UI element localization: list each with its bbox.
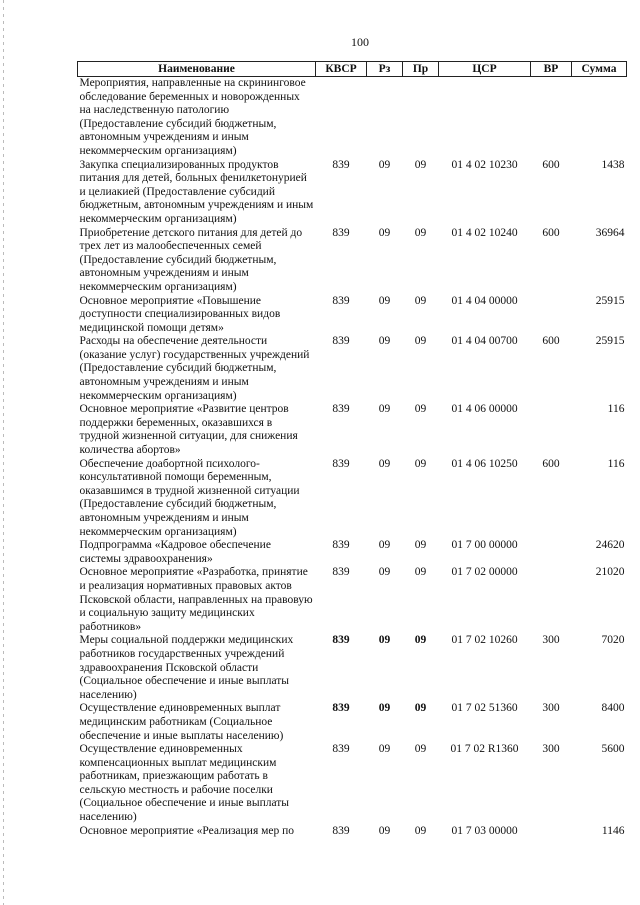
row-rz: 09	[378, 335, 391, 348]
table-row	[78, 227, 627, 295]
row-rz: 09	[378, 226, 391, 239]
row-vr: 300	[542, 702, 560, 715]
row-csr	[439, 77, 531, 159]
row-pr: 09	[414, 702, 427, 715]
row-vr: 600	[542, 158, 560, 171]
row-rz: 09	[378, 743, 391, 756]
budget-table	[77, 61, 627, 838]
row-kvsr: 839	[332, 158, 350, 171]
row-pr: 09	[414, 294, 427, 307]
row-vr	[531, 77, 572, 159]
row-csr: 01 4 04 00700	[451, 335, 518, 348]
row-kvsr: 839	[332, 824, 350, 837]
table-row	[78, 539, 627, 566]
row-rz: 09	[378, 824, 391, 837]
row-kvsr: 839	[332, 335, 350, 348]
header-sum: Сумма	[572, 62, 627, 77]
row-rz: 09	[378, 403, 391, 416]
row-sum: 1438	[601, 158, 625, 171]
row-rz: 09	[378, 294, 391, 307]
row-rz	[367, 77, 403, 159]
row-rz: 09	[378, 634, 391, 647]
row-vr	[531, 539, 572, 566]
row-name: Обеспечение доабортной психолого-консультативной помощи беременным, оказавшимся в трудной жизненной ситуации (Предоставление субсидий бюджетным, автономным учреждениям и иным некоммерческим организациям)	[79, 457, 300, 538]
row-vr: 600	[542, 335, 560, 348]
row-vr	[531, 566, 572, 634]
row-name: Основное мероприятие «Разработка, принятие и реализация нормативных правовых актов Псковской области, направленных на правовую и социальную защиту медицинских работников»	[79, 566, 313, 633]
row-kvsr: 839	[332, 457, 350, 470]
row-pr: 09	[414, 539, 427, 552]
row-pr: 09	[414, 566, 427, 579]
row-name: Подпрограмма «Кадровое обеспечение системы здравоохранения»	[79, 539, 271, 565]
row-vr: 600	[542, 457, 560, 470]
row-sum: 21020	[595, 566, 625, 579]
header-name: Наименование	[78, 62, 316, 77]
row-csr: 01 7 02 10260	[451, 634, 518, 647]
table-row	[78, 634, 627, 702]
row-pr: 09	[414, 634, 427, 647]
row-csr: 01 7 03 00000	[451, 824, 518, 837]
row-csr: 01 7 00 00000	[451, 539, 518, 552]
row-kvsr	[316, 77, 367, 159]
row-name: Приобретение детского питания для детей до трех лет из малообеспеченных семей (Предоставление субсидий бюджетным, автономным учреждениям и иным некоммерческим организациям)	[79, 226, 303, 293]
row-vr: 600	[542, 226, 560, 239]
row-sum: 25915	[595, 294, 625, 307]
row-name: Мероприятия, направленные на скрининговое обследование беременных и новорожденных на наследственную патологию (Предоставление субсидий бюджетным, автономным учреждениям и иным некоммерческим организациям)	[79, 77, 306, 157]
row-pr: 09	[414, 335, 427, 348]
row-name: Меры социальной поддержки медицинских работников государственных учреждений здравоохранения Псковской области (Социальное обеспечение и иные выплаты населению)	[79, 634, 294, 701]
row-csr: 01 4 04 00000	[451, 294, 518, 307]
row-sum: 8400	[601, 702, 625, 715]
row-name: Основное мероприятие «Развитие центров поддержки беременных, оказавшихся в трудной жизненной ситуации, для снижения количества абортов»	[79, 403, 298, 457]
row-vr	[531, 295, 572, 336]
header-pr: Пр	[403, 62, 439, 77]
row-pr: 09	[414, 743, 427, 756]
table-row	[78, 566, 627, 634]
row-sum: 7020	[601, 634, 625, 647]
row-csr: 01 4 02 10240	[451, 226, 518, 239]
table-row	[78, 295, 627, 336]
row-sum: 1146	[601, 824, 625, 837]
table-row	[78, 702, 627, 743]
header-vr: ВР	[531, 62, 572, 77]
row-csr: 01 7 02 00000	[451, 566, 518, 579]
row-vr: 300	[542, 634, 560, 647]
row-rz: 09	[378, 702, 391, 715]
row-sum: 24620	[595, 539, 625, 552]
table-row	[78, 77, 627, 159]
row-rz: 09	[378, 158, 391, 171]
table-row	[78, 403, 627, 457]
row-kvsr: 839	[332, 226, 350, 239]
row-rz: 09	[378, 539, 391, 552]
row-pr	[403, 77, 439, 159]
table-header-row	[78, 62, 627, 77]
table-row	[78, 825, 627, 839]
scan-edge-line	[3, 0, 4, 905]
row-kvsr: 839	[332, 403, 350, 416]
row-sum	[572, 77, 627, 159]
row-pr: 09	[414, 824, 427, 837]
row-pr: 09	[414, 403, 427, 416]
row-sum: 116	[607, 403, 625, 416]
row-name: Основное мероприятие «Повышение доступности специализированных видов медицинской помощи детям»	[79, 294, 281, 334]
table-row	[78, 159, 627, 227]
row-csr: 01 7 02 R1360	[450, 743, 519, 756]
row-pr: 09	[414, 457, 427, 470]
row-pr: 09	[414, 226, 427, 239]
row-vr: 300	[542, 743, 560, 756]
header-rz: Рз	[367, 62, 403, 77]
row-sum: 25915	[595, 335, 625, 348]
row-name: Закупка специализированных продуктов питания для детей, больных фенилкетонурией и целиакией (Предоставление субсидий бюджетным, автономным учреждениям и иным некоммерческим организациям)	[79, 158, 314, 225]
row-sum: 116	[607, 457, 625, 470]
header-csr: ЦСР	[439, 62, 531, 77]
row-vr	[531, 403, 572, 457]
header-kvsr: КВСР	[316, 62, 367, 77]
row-kvsr: 839	[332, 634, 350, 647]
row-rz: 09	[378, 457, 391, 470]
row-csr: 01 4 02 10230	[451, 158, 518, 171]
row-name: Осуществление единовременных выплат медицинским работникам (Социальное обеспечение и иные выплаты населению)	[79, 702, 284, 742]
table-row	[78, 458, 627, 540]
row-kvsr: 839	[332, 566, 350, 579]
row-kvsr: 839	[332, 294, 350, 307]
table-row	[78, 743, 627, 825]
row-csr: 01 7 02 51360	[451, 702, 518, 715]
row-kvsr: 839	[332, 539, 350, 552]
row-name: Осуществление единовременных компенсационных выплат медицинским работникам, приезжающим работать в сельскую местность и рабочие поселки (Социальное обеспечение и иные выплаты населению)	[79, 743, 290, 824]
row-vr	[531, 825, 572, 839]
row-csr: 01 4 06 10250	[451, 457, 518, 470]
row-kvsr: 839	[332, 702, 350, 715]
row-sum: 5600	[601, 743, 625, 756]
row-kvsr: 839	[332, 743, 350, 756]
table-row	[78, 335, 627, 403]
row-pr: 09	[414, 158, 427, 171]
row-rz: 09	[378, 566, 391, 579]
row-name: Основное мероприятие «Реализация мер по	[79, 824, 295, 837]
page-number: 100	[351, 35, 369, 49]
row-csr: 01 4 06 00000	[451, 403, 518, 416]
row-name: Расходы на обеспечение деятельности (оказание услуг) государственных учреждений (Предоставление субсидий бюджетным, автономным учреждениям и иным некоммерческим организациям)	[79, 335, 310, 402]
row-sum: 36964	[595, 226, 625, 239]
